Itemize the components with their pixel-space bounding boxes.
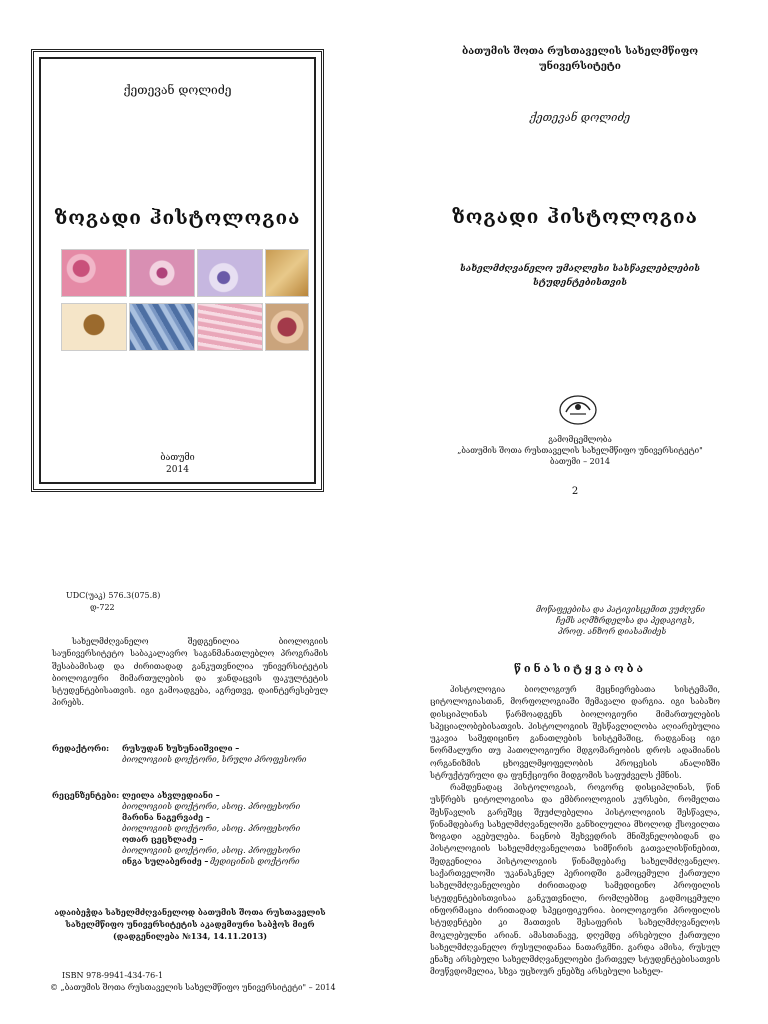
preface-heading: წინასიტყვაობა	[513, 662, 647, 675]
preface-paragraph: რამდენადაც ჰისტოლოგიას, როგორც დისციპლინას, წინ უსწრებს ციტოლოგიისა და ემბრიოლოგიის კურსები, რომელთა შესწავლის გარეშეც შეუძლებელია ჰისტოლოგიის შესწავლა, წინამდებარე სახელმძღვანელოში განხილულია მხოლოდ ქსოვილთა ზოგადი აგებულება. ნაცნობ შეხვედრის მნიშვნელობიდან და ჰისტოლოგიის სახელმძღვანელოთა სიმწირის გათვალისწინებით, შედგენილია ჰისტოლოგიის წინამდებარე სახელმძღვანელო. საქართველოში უკანასკნელ პერიოდში გამოცემული ქართული სახელმძღვანელოები ძირითადად სამედიცინო პროფილის სტუდენტებისთვისაა განკუთვნილი, რომლებშიც გადმოცემული ინფორმაცია ძირითადად სპეციფიკურია. ბიოლოგიური პროფილის სტუდენტები კი მათთვის შესაფერის სახელმძღვანელოს მოკლებულნი არიან. ამასთანავე, დღემდე არსებული ქართული სახელმძღვანელო რუსულიდანაა ნათარგმნი. გარდა ამისა, რუსულ ენაზე არსებული სახელმძღვანელოები ქართველ სტუდენტებისათვის მიუწვდომელია, სხვა უცხოურ ენებზე არსებული სახელ-	[430, 783, 720, 977]
reviewer-role: მედიცინის დოქტორი	[210, 857, 300, 866]
title-page-subtitle: სახელმძღვანელო უმაღლესი სასწავლებლების სტუდენტებისთვის	[459, 264, 701, 288]
abstract-text: სახელმძღვანელო შედგენილია ბიოლოგიის საუნივერსიტეტო საბაკალავრო საგანმანათლებლო პროგრამის შესაბამისად და ძირითადად განკუთვნილია უნივერსიტეტის ბიოლოგიური მიმართულების და ჯანდაცვის ფაკულტეტის სტუდენტებისათვის. იგი გამოადგება, აგრეთვე, დაინტერესებულ პირებს.	[52, 637, 328, 708]
tissue-image-5	[61, 303, 127, 351]
tissue-image-1	[61, 249, 127, 297]
reviewer-role: ბიოლოგიის დოქტორი, ასოც. პროფესორი	[122, 802, 301, 811]
cover-author: ქეთევან დოლიძე	[123, 83, 232, 97]
cover-inner-border	[39, 57, 316, 484]
cover-title: ზოგადი ჰისტოლოგია	[54, 207, 301, 229]
isbn: ISBN 978-9941-434-76-1	[62, 971, 164, 980]
title-page-title: ზოგადი ჰისტოლოგია	[452, 206, 698, 228]
editor-name: რუსუდან ხუხუნაიშვილი –	[122, 743, 240, 753]
tissue-image-7	[197, 303, 263, 351]
editor-role: ბიოლოგიის დოქტორი, სრული პროფესორი	[122, 755, 307, 764]
tissue-image-8	[265, 303, 309, 351]
reviewer-name: ოთარ ცეცხლაძე –	[122, 834, 204, 844]
tissue-image-6	[129, 303, 195, 351]
dedication-line: ჩემს აღმზრდელსა და პედაგოგს,	[556, 616, 695, 625]
udc-code: UDC(უაკ) 576.3(075.8)	[66, 591, 161, 600]
dedication-line: პროფ. ანზორ დიასამიძეს	[558, 627, 667, 636]
title-page-author: ქეთევან დოლიძე	[529, 111, 631, 124]
catalog-code: დ-722	[90, 603, 115, 612]
copyright: © „ბათუმის შოთა რუსთაველის სახელმწიფო უნივერსიტეტი" – 2014	[50, 983, 336, 992]
reviewer-role: ბიოლოგიის დოქტორი, ასოც. პროფესორი	[122, 824, 301, 833]
publisher-label: გამომცემლობა	[548, 435, 612, 444]
publisher-city-year: ბათუმი – 2014	[550, 457, 610, 466]
reviewers-label: რეცენზენტები:	[52, 790, 120, 800]
cover-year: 2014	[166, 465, 189, 475]
preface-paragraph: ჰისტოლოგია ბიოლოგიურ მეცნიერებათა სისტემაში, ციტოლოგიასთან, მორფოლოგიაში შემავალი დარგია. იგი საბაზო დისციპლინას წარმოადგენს ბიოლოგიური მიმართულების სპეციალობებისათვის. ჰისტოლოგიის შესწავლილობა აღიარებულია უკავია სამედიცინო განათლების სისტემაშიც, რადგანაც იგი ნორმალური თუ პათოლოგიური მდგომარეობის დროს ადამიანის ორგანიზმის ცხოველმყოფელობის პროცესის ანალიზში სტრუქტურული და ფუნქციური მიდგომის საფუძველს ქმნის.	[430, 685, 720, 781]
dedication-line: მოწაფეებისა და პატივისცემით ვუძღვნი	[536, 605, 705, 614]
tissue-image-3	[197, 249, 263, 297]
approval-statement: ადაიბეჭდა სახელმძღვანელოდ ბათუმის შოთა რუსთაველის სახელმწიფო უნივერსიტეტის აკადემიური საბჭოს მიერ (დადგენილება №134, 14.11.2013)	[54, 907, 326, 941]
reviewer-role: ბიოლოგიის დოქტორი, ასოც. პროფესორი	[122, 846, 301, 855]
editor-label: რედაქტორი:	[52, 743, 110, 753]
book-cover	[31, 49, 324, 492]
reviewer-name: ინგა სულაბერიძე –	[122, 856, 209, 866]
reviewer-name: ლეილა ახვლედიანი –	[122, 790, 220, 800]
reviewer-name: მარინა ნაგერვაძე –	[122, 812, 210, 822]
cover-city: ბათუმი	[160, 453, 195, 463]
publisher-logo	[558, 394, 598, 426]
title-page-university: ბათუმის შოთა რუსთაველის სახელმწიფო უნივერსიტეტი	[461, 46, 699, 72]
page-number: 2	[571, 486, 579, 497]
publisher-name: „ბათუმის შოთა რუსთაველის სახელმწიფო უნივერსიტეტი"	[457, 446, 703, 455]
tissue-image-4	[265, 249, 309, 297]
tissue-image-2	[129, 249, 195, 297]
